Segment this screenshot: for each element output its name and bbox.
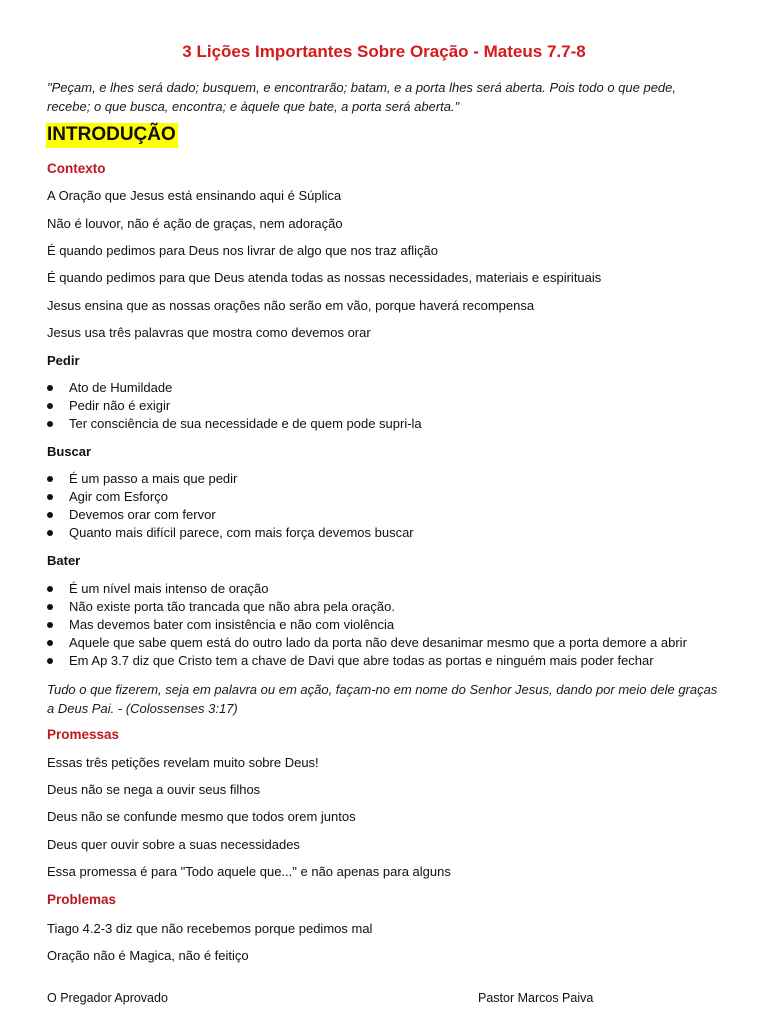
section-heading-promessas: Promessas: [47, 727, 120, 742]
page-title: 3 Lições Importantes Sobre Oração - Mateus 7.7-8: [182, 42, 586, 61]
bullet-icon: [47, 385, 53, 391]
list-item-text: Aquele que sabe quem está do outro lado da porta não deve desanimar mesmo que a porta demore a abrir: [69, 635, 687, 650]
bullet-icon: [47, 640, 53, 646]
list-item-text: Em Ap 3.7 diz que Cristo tem a chave de Davi que abre todas as portas e ninguém mais poder fechar: [69, 653, 654, 668]
promessas-line: Essas três petições revelam muito sobre Deus!: [47, 755, 319, 770]
list-item-text: É um nível mais intenso de oração: [69, 581, 269, 596]
bullet-icon: [47, 512, 53, 518]
contexto-line: A Oração que Jesus está ensinando aqui é Súplica: [47, 188, 342, 203]
section-heading-contexto: Contexto: [47, 161, 106, 176]
footer-left-text: O Pregador Aprovado: [47, 991, 168, 1005]
bullet-icon: [47, 403, 53, 409]
bullet-icon: [47, 476, 53, 482]
list-item-text: Mas devemos bater com insistência e não com violência: [69, 617, 395, 632]
list-item-text: Pedir não é exigir: [69, 398, 171, 413]
list-item-text: Agir com Esforço: [69, 489, 168, 504]
colossenses-quote: Tudo o que fizerem, seja em palavra ou em ação, façam-no em nome do Senhor Jesus, dando por meio dele graças a Deus Pai. - (Colossenses 3:17): [47, 682, 718, 716]
promessas-line: Deus não se confunde mesmo que todos orem juntos: [47, 809, 356, 824]
contexto-line: É quando pedimos para que Deus atenda todas as nossas necessidades, materiais e espirituais: [47, 270, 602, 285]
opening-verse-quote: "Peçam, e lhes será dado; busquem, e encontrarão; batam, e a porta lhes será aberta. Pois todo o que pede, recebe; o que busca, encontra; e àquele que bate, a porta será aberta.": [47, 80, 677, 114]
subheading-bater: Bater: [47, 553, 81, 568]
footer-right-text: Pastor Marcos Paiva: [478, 991, 594, 1005]
bullet-icon: [47, 604, 53, 610]
bullet-icon: [47, 622, 53, 628]
list-item-text: Ato de Humildade: [69, 380, 173, 395]
bullet-icon: [47, 421, 53, 427]
promessas-line: Deus não se nega a ouvir seus filhos: [47, 782, 261, 797]
list-item-text: Devemos orar com fervor: [69, 507, 216, 522]
list-item-text: Não existe porta tão trancada que não abra pela oração.: [69, 599, 395, 614]
bullet-icon: [47, 658, 53, 664]
problemas-line: Oração não é Magica, não é feitiço: [47, 948, 249, 963]
subheading-buscar: Buscar: [47, 444, 92, 459]
bullet-icon: [47, 494, 53, 500]
contexto-line: É quando pedimos para Deus nos livrar de algo que nos traz aflição: [47, 243, 438, 258]
contexto-line: Jesus ensina que as nossas orações não serão em vão, porque haverá recompensa: [47, 298, 535, 313]
intro-heading: INTRODUÇÃO: [46, 123, 178, 148]
subheading-pedir: Pedir: [47, 353, 80, 368]
list-item-text: Ter consciência de sua necessidade e de quem pode supri-la: [69, 416, 422, 431]
promessas-line: Deus quer ouvir sobre a suas necessidades: [47, 837, 300, 852]
list-item-text: Quanto mais difícil parece, com mais força devemos buscar: [69, 525, 414, 540]
section-heading-problemas: Problemas: [47, 892, 117, 907]
contexto-line: Não é louvor, não é ação de graças, nem adoração: [47, 216, 343, 231]
promessas-line: Essa promessa é para "Todo aquele que..." e não apenas para alguns: [47, 864, 451, 879]
bullet-icon: [47, 530, 53, 536]
problemas-line: Tiago 4.2-3 diz que não recebemos porque pedimos mal: [47, 921, 373, 936]
bullet-icon: [47, 586, 53, 592]
contexto-line: Jesus usa três palavras que mostra como devemos orar: [47, 325, 371, 340]
list-item-text: É um passo a mais que pedir: [69, 471, 238, 486]
